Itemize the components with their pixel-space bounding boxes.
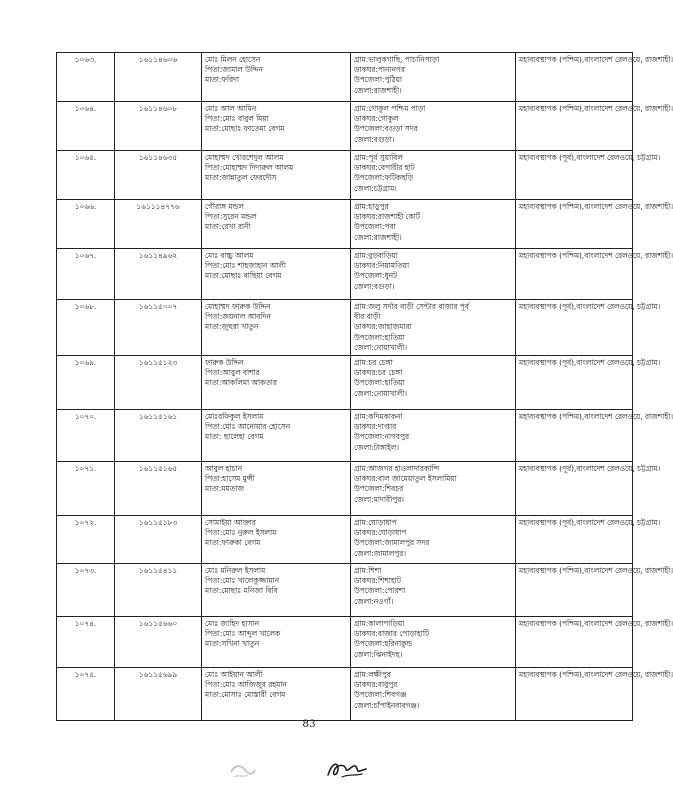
- name-line: মোঃ মিলন হোসেন: [205, 55, 261, 64]
- address-line: গ্রাম:লক্ষীপুর: [354, 670, 391, 679]
- page-number: 83: [302, 718, 316, 730]
- roll-cell: ১৬১১৪৬০৮: [115, 102, 202, 151]
- roll-cell: ১৬১১১৪৭৭৬: [115, 200, 202, 249]
- name-line: মাতা:রেখা রানী: [205, 222, 251, 232]
- address-line: জেলা:চাঁপাইনবাবগঞ্জ।: [354, 700, 420, 710]
- address-line: ডাকঘর:গোকুল: [354, 114, 399, 124]
- address-cell: [351, 564, 516, 617]
- table-row: [57, 102, 633, 151]
- address-cell: [351, 53, 516, 102]
- address-line: জেলা:চট্টগ্রাম।: [354, 183, 397, 193]
- name-line: পিতা:মোঃ আজিজুর রহমান: [205, 680, 287, 690]
- table-row: [57, 564, 633, 617]
- address-line: জেলা:রাজশাহী।: [354, 232, 402, 242]
- address-cell: [351, 356, 516, 410]
- serial-cell: ১০৬৭.: [57, 249, 115, 300]
- address-line: উপজেলা:পোরশা: [354, 586, 406, 596]
- posting-cell: মহাব্যবস্থাপক (পশ্চিম),বাংলাদেশ রেলওয়ে, রাজশাহী।: [516, 617, 633, 668]
- name-line: মাতা:মোসাঃ মোস্তারী বেগম: [205, 690, 286, 700]
- address-line: গ্রাম:পূর্ব সুয়াবিল: [354, 153, 403, 162]
- posting-cell: মহাব্যবস্থাপক (পশ্চিম),বাংলাদেশ রেলওয়ে, রাজশাহী।: [516, 249, 633, 300]
- name-line: মাতা:মমতাজ: [205, 484, 244, 494]
- name-cell: [202, 356, 351, 410]
- address-line: গ্রাম:কদিমকাকনা: [354, 412, 403, 421]
- name-cell: [202, 668, 351, 721]
- address-cell: [351, 249, 516, 300]
- name-line: মোঃ জাহিদ হাসান: [205, 619, 259, 628]
- name-line: পিতা:মোঃ আব্দুল খালেক: [205, 629, 281, 639]
- address-line: উপজেলা:পুঠিয়া: [354, 75, 403, 85]
- scan-smudge-icon: [228, 760, 258, 782]
- address-line: ডাকঘর:নিয়ামতিয়া: [354, 261, 410, 271]
- address-line: ডাকঘর:বেপারীর হাট: [354, 163, 415, 173]
- name-line: মাতা:জান্নাতুল ফেরদৌস: [205, 173, 277, 183]
- serial-cell: ১০৬৮.: [57, 300, 115, 356]
- table-row: [57, 410, 633, 462]
- posting-cell: মহাব্যবস্থাপক (পশ্চিম),বাংলাদেশ রেলওয়ে, রাজশাহী।: [516, 102, 633, 151]
- name-cell: [202, 249, 351, 300]
- name-cell: [202, 300, 351, 356]
- posting-cell: মহাব্যবস্থাপক (পশ্চিম),বাংলাদেশ রেলওয়ে, রাজশাহী।: [516, 410, 633, 462]
- address-line: উপজেলা:জামালপুর সদর: [354, 538, 430, 548]
- address-line: ডাকঘর:রাজশাহী কোর্ট: [354, 212, 420, 222]
- address-cell: [351, 200, 516, 249]
- name-line: পিতা:সুরেন মন্ডল: [205, 212, 257, 222]
- name-line: পিতা:মোঃ আনোয়ার হোসেন: [205, 422, 291, 432]
- address-line: ডাকঘর:ঘোড়াধাপ: [354, 528, 407, 538]
- address-line: উপজেলা:পবা: [354, 222, 396, 232]
- table-row: [57, 462, 633, 516]
- name-line: মাতা:সখিনা খাতুন: [205, 639, 260, 649]
- address-line: উপজেলা:শিবচর: [354, 484, 404, 494]
- name-cell: [202, 102, 351, 151]
- table-row: [57, 516, 633, 564]
- name-line: মাতা:জুহুরা খাতুন: [205, 322, 259, 332]
- name-line: মোঃরফিকুল ইসলাম: [205, 412, 264, 421]
- name-line: আবুল হাচান: [205, 464, 243, 473]
- name-line: পিতা:জয়নাল আবদিন: [205, 312, 271, 322]
- address-line: গ্রাম:হাড়ুপুর: [354, 202, 389, 211]
- address-line: গ্রাম:বুড়বাড়িয়া: [354, 251, 398, 260]
- roll-cell: ১৬১১৫১৬৫: [115, 462, 202, 516]
- name-line: গৌরাঙ্গ মন্ডল: [205, 202, 244, 211]
- name-cell: [202, 53, 351, 102]
- address-line: উপজেলা:হাতিয়া: [354, 332, 405, 342]
- name-line: মোহাম্মদ খোরশেদুল আলম: [205, 153, 284, 162]
- name-cell: [202, 516, 351, 564]
- roll-cell: ১৬১১৫১৮৩: [115, 516, 202, 564]
- roll-cell: ১৬১১৪৯৬২: [115, 249, 202, 300]
- roll-cell: ১৬১১৫৬৬০: [115, 617, 202, 668]
- name-line: মোহাম্মদ ফারুক উদ্দিন: [205, 302, 271, 311]
- address-cell: [351, 516, 516, 564]
- name-cell: [202, 564, 351, 617]
- name-line: পিতা:আবুল বাশার: [205, 368, 260, 378]
- address-line: গ্রাম:কালাপাড়িয়া: [354, 619, 405, 628]
- handwritten-signature-icon: [324, 757, 370, 783]
- address-line: গ্রাম:ঘোড়াধাপ: [354, 518, 397, 527]
- name-line: পিতা:মোহাম্মদ দিদারুল আলম: [205, 163, 294, 173]
- address-line: উপজেলা:হরিনাকুন্ড: [354, 639, 413, 649]
- serial-cell: ১০৬৫.: [57, 151, 115, 200]
- address-line: গ্রাম:গোকুল পশ্চিম পাড়া: [354, 104, 426, 113]
- name-line: পিতা:মোঃ খালেকুজ্জামান: [205, 576, 280, 586]
- address-line: জেলা:টাঙ্গাইল।: [354, 442, 399, 452]
- posting-cell: মহাব্যবস্থাপক (পশ্চিম),বাংলাদেশ রেলওয়ে, রাজশাহী।: [516, 668, 633, 721]
- serial-cell: ১০৭৪.: [57, 617, 115, 668]
- address-line: ডাকঘর:বাবুপুর: [354, 680, 398, 690]
- name-line: পিতা:হাসেম মুন্সী: [205, 474, 255, 484]
- table-row: [57, 151, 633, 200]
- name-line: পিতা:মোঃ বাবুল মিয়া: [205, 114, 269, 124]
- posting-cell: মহাব্যবস্থাপক (পূর্ব),বাংলাদেশ রেলওয়ে, চট্টগ্রাম।: [516, 516, 633, 564]
- address-line: উপজেলা:নাগরপুর: [354, 432, 410, 442]
- address-line: জেলা:মাদারীপুর।: [354, 494, 404, 504]
- roll-cell: ১৬১১৫১২৩: [115, 356, 202, 410]
- address-line: ডাকঘর:দাপ্তার: [354, 422, 397, 432]
- posting-cell: মহাব্যবস্থাপক (পশ্চিম),বাংলাদেশ রেলওয়ে, রাজশাহী।: [516, 564, 633, 617]
- name-cell: [202, 462, 351, 516]
- address-line: উপজেলা:বগুড়া সদর: [354, 124, 418, 134]
- posting-cell: মহাব্যবস্থাপক (পূর্ব),বাংলাদেশ রেলওয়ে, চট্টগ্রাম।: [516, 356, 633, 410]
- candidate-table-body: [57, 53, 673, 721]
- address-line: ডাকঘর:পানানগর: [354, 65, 405, 75]
- serial-cell: ১০৬৪.: [57, 102, 115, 151]
- roster-sheet: [56, 52, 673, 721]
- address-line: গ্রাম:ভালুকগাছি, পাচানিপাড়া: [354, 55, 440, 64]
- name-line: মোঃ মনিরুল ইসলাম: [205, 566, 266, 575]
- candidate-table: [56, 52, 673, 721]
- address-line: জেলা:বগুড়া।: [354, 281, 395, 291]
- name-line: মাতা:আকলিমা আকতার: [205, 378, 277, 388]
- address-line: বীর বাড়ী: [354, 312, 381, 322]
- table-row: [57, 249, 633, 300]
- address-line: ডাকঘর:শিশাহাট: [354, 576, 401, 586]
- roll-cell: ১৬১১৪৬০৬: [115, 53, 202, 102]
- roll-cell: ১৬১১৫৬৯৯: [115, 668, 202, 721]
- serial-cell: ১০৭৩.: [57, 564, 115, 617]
- address-line: জেলা:নওগাঁ।: [354, 596, 394, 606]
- name-cell: [202, 200, 351, 249]
- name-line: মাতা:মোছাঃ মনিজা বিবি: [205, 586, 278, 596]
- name-line: ফারুক উদ্দিন: [205, 358, 244, 367]
- address-line: উপজেলা:শিবগঞ্জ: [354, 690, 407, 700]
- address-line: জেলা:নোয়াখালী।: [354, 388, 408, 398]
- name-line: মোঃ বাচ্চু আলম: [205, 251, 254, 260]
- posting-cell: মহাব্যবস্থাপক (পূর্ব),বাংলাদেশ রেলওয়ে, চট্টগ্রাম।: [516, 151, 633, 200]
- address-cell: [351, 300, 516, 356]
- roll-cell: ১৬১১৫১৬১: [115, 410, 202, 462]
- address-line: ডাকঘর:জাহাজমারা: [354, 322, 412, 332]
- address-line: গ্রাম:শিশা: [354, 566, 382, 575]
- serial-cell: ১০৭২.: [57, 516, 115, 564]
- address-line: গ্রাম:আজগর হাওলাদারকান্দি: [354, 464, 440, 473]
- name-line: মাতা:মোছাঃ ফাতেমা বেগম: [205, 124, 285, 134]
- posting-cell: মহাব্যবস্থাপক (পশ্চিম),বাংলাদেশ রেলওয়ে, রাজশাহী।: [516, 200, 633, 249]
- address-cell: [351, 151, 516, 200]
- name-line: মাতা: ছালেহা বেগম: [205, 432, 264, 442]
- address-line: গ্রাম:জলু সর্দার বাড়ী সেন্টার বাজার পূর্ব: [354, 302, 469, 311]
- address-line: উপজেলা:ফটিকছড়ি: [354, 173, 414, 183]
- address-line: ডাকঘর:চর চেঙ্গা: [354, 368, 403, 378]
- address-line: উপজেলা:ধুনট: [354, 271, 398, 281]
- address-cell: [351, 617, 516, 668]
- table-row: [57, 200, 633, 249]
- address-cell: [351, 668, 516, 721]
- posting-cell: মহাব্যবস্থাপক (পশ্চিম),বাংলাদেশ রেলওয়ে, রাজশাহী।: [516, 53, 633, 102]
- address-cell: [351, 410, 516, 462]
- address-line: জেলা:ঝিনাইদহ।: [354, 649, 403, 659]
- address-cell: [351, 462, 516, 516]
- name-line: মাতা:মোছাঃ বাছিয়া বেগম: [205, 271, 282, 281]
- name-line: সোমাইয়া আক্তার: [205, 518, 256, 527]
- roll-cell: ১৬১১৫০০৭: [115, 300, 202, 356]
- address-line: গ্রাম:চর চেঙ্গা: [354, 358, 393, 367]
- table-row: [57, 53, 633, 102]
- name-line: পিতা:মোঃ নুরুল ইসলাম: [205, 528, 277, 538]
- address-line: জেলা:বগুড়া।: [354, 134, 395, 144]
- serial-cell: ১০৭৫.: [57, 668, 115, 721]
- address-cell: [351, 102, 516, 151]
- address-line: ডাকঘর:বাল জামেয়াতুল ইসলামিয়া: [354, 474, 457, 484]
- name-line: মাতা:ফরিদা: [205, 75, 240, 85]
- roll-cell: ১৬১১৪৬৩৫: [115, 151, 202, 200]
- name-cell: [202, 151, 351, 200]
- address-line: জেলা:জামালপুর।: [354, 548, 406, 558]
- name-cell: [202, 617, 351, 668]
- name-line: পিতা:মোঃ শাহজাহান আলী: [205, 261, 287, 271]
- posting-cell: মহাব্যবস্থাপক (পূর্ব),বাংলাদেশ রেলওয়ে, চট্টগ্রাম।: [516, 462, 633, 516]
- serial-cell: ১০৬৩.: [57, 53, 115, 102]
- posting-cell: মহাব্যবস্থাপক (পূর্ব),বাংলাদেশ রেলওয়ে, চট্টগ্রাম।: [516, 300, 633, 356]
- address-line: উপজেলা:হাতিয়া: [354, 378, 405, 388]
- name-line: মাতা:ফারুকা বেগম: [205, 538, 261, 548]
- name-cell: [202, 410, 351, 462]
- name-line: মোঃ আল আমিন: [205, 104, 257, 113]
- address-line: জেলা:রাজশাহী।: [354, 85, 402, 95]
- serial-cell: ১০৬৯.: [57, 356, 115, 410]
- serial-cell: ১০৬৬.: [57, 200, 115, 249]
- table-row: [57, 668, 633, 721]
- address-line: জেলা:নোয়াখালী।: [354, 342, 408, 352]
- table-row: [57, 356, 633, 410]
- name-line: মোঃ আইয়ান আলী: [205, 670, 263, 679]
- table-row: [57, 300, 633, 356]
- address-line: ডাকঘর:বাজার পোড়াহাটি: [354, 629, 430, 639]
- serial-cell: ১০৭১.: [57, 462, 115, 516]
- roll-cell: ১৬১১৫৪১১: [115, 564, 202, 617]
- table-row: [57, 617, 633, 668]
- serial-cell: ১০৭০.: [57, 410, 115, 462]
- name-line: পিতা:জামাল উদ্দিন: [205, 65, 263, 75]
